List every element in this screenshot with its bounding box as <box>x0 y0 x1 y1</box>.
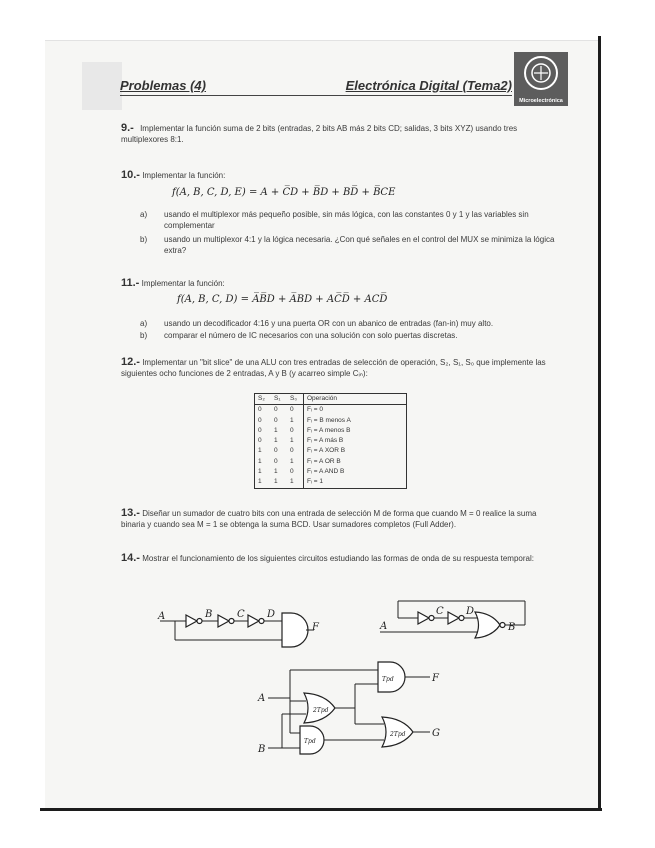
label-F: F <box>312 622 319 633</box>
problem-11-formula: f(A, B, C, D) = A̅B̅D + A̅BD + AC̅D̅ + ACD̅ <box>177 294 388 305</box>
problem-14-number: 14.- <box>121 552 140 564</box>
problem-9-text: Implementar la función suma de 2 bits (entradas, 2 bits AB más 2 bits CD; salidas, 3 bits XYZ) usando tres multiplexores 8:1. <box>121 124 518 144</box>
column-header: Operación <box>304 394 407 405</box>
table-cell: 0 <box>258 406 262 414</box>
circuit-1 <box>157 609 320 647</box>
table-cell: Fᵢ = 0 <box>304 405 407 416</box>
table-cell: Fᵢ = B menos A <box>304 416 407 426</box>
problem-10-formula: f(A, B, C, D, E) = A + C̅D + B̅D + BD̅ + B̅CE <box>172 187 396 198</box>
table-cell: 1 <box>290 416 294 424</box>
or1-delay-label: 2Tpd <box>313 707 329 714</box>
item-text: usando el multiplexor más pequeño posible, sin más lógica, con las constantes 0 y 1 y las variables sin complementar <box>164 210 529 230</box>
item-label: b) <box>140 331 148 340</box>
inverter-bubble-icon <box>459 616 464 621</box>
problem-12-number: 12.- <box>121 356 140 368</box>
header-right-title: Electrónica Digital (Tema2) <box>345 78 512 93</box>
item-text: usando un decodificador 4:16 y una puerta OR con un abanico de entradas (fan-in) muy alto. <box>164 319 494 328</box>
inverter-1-icon <box>186 615 197 627</box>
item-label: b) <box>140 235 148 244</box>
header-left-title: Problemas (4) <box>120 78 206 93</box>
table-cell: 1 <box>258 478 262 486</box>
table-cell: 0 <box>274 447 278 455</box>
table-cell: 1 <box>274 468 278 476</box>
label-B: B <box>508 622 516 633</box>
circuit-3 <box>257 662 440 755</box>
or2-delay-label: 2Tpd <box>390 731 406 738</box>
inverter-bubble-icon <box>229 619 234 624</box>
problem-10-number: 10.- <box>121 169 140 181</box>
table-cell: 0 <box>274 457 278 465</box>
table-cell: 1 <box>290 478 294 486</box>
table-cell: Fᵢ = A OR B <box>304 457 407 467</box>
problem-11-number: 11.- <box>121 277 140 289</box>
item-text: comparar el número de IC necesarios con una solución con solo puertas discretas. <box>164 331 458 340</box>
table-cell: 1 <box>290 457 294 465</box>
logo-text: Microelectrónica <box>519 98 563 104</box>
inverter-1-icon <box>418 612 429 624</box>
table-cell: 1 <box>258 468 262 476</box>
table-cell: Fᵢ = A AND B <box>304 467 407 477</box>
problem-12-text: Implementar un "bit slice" de una ALU con tres entradas de selección de operación, S₂, S₁, S₀ que implemente las siguientes ocho funciones de 2 entradas, A y B (y acarreo simple Cᵢₙ): <box>121 358 546 378</box>
and2-delay-label: Tpd <box>304 738 316 745</box>
problem-9-number: 9.- <box>121 122 134 134</box>
column-header: S₂ <box>255 394 272 405</box>
label-D: D <box>267 609 276 620</box>
table-cell: Fᵢ = 1 <box>304 477 407 488</box>
column-header: S₁ <box>271 394 287 405</box>
table-cell: Fᵢ = A menos B <box>304 426 407 436</box>
label-B: B <box>205 609 213 620</box>
table-cell: Fᵢ = A XOR B <box>304 446 407 456</box>
label-C: C <box>436 606 444 617</box>
label-D: D <box>466 606 475 617</box>
item-label: a) <box>140 210 148 219</box>
problem-13-text: Diseñar un sumador de cuatro bits con una entrada de selección M de forma que cuando M = 0 realice la suma binaria y cuando sea M = 1 se obtenga la suma BCD. Usar sumadores completos (Full Adder). <box>121 509 537 529</box>
nor-bubble-icon <box>500 623 505 628</box>
table-cell: 1 <box>274 478 278 486</box>
inverter-3-icon <box>248 615 259 627</box>
problem-11-intro: Implementar la función: <box>141 279 225 288</box>
inverter-2-icon <box>218 615 229 627</box>
table-cell: 0 <box>258 426 262 434</box>
label-C: C <box>237 609 245 620</box>
table-cell: 0 <box>290 406 294 414</box>
table-cell: 1 <box>290 437 294 445</box>
table-cell: 0 <box>258 437 262 445</box>
table-cell: 0 <box>290 447 294 455</box>
input-B-label: B <box>258 744 266 755</box>
inverter-2-icon <box>448 612 459 624</box>
table-cell: 0 <box>290 468 294 476</box>
table-cell: 0 <box>274 406 278 414</box>
item-label: a) <box>140 319 148 328</box>
inverter-bubble-icon <box>259 619 264 624</box>
nor-gate-icon <box>475 612 500 638</box>
and-gate-icon <box>282 613 308 647</box>
label-A: A <box>158 611 166 622</box>
and1-delay-label: Tpd <box>382 676 394 683</box>
problem-14-text: Mostrar el funcionamiento de los siguientes circuitos estudiando las formas de onda de su respuesta temporal: <box>142 554 534 563</box>
table-cell: 1 <box>274 437 278 445</box>
output-G-label: G <box>432 728 440 739</box>
table-cell: 1 <box>258 457 262 465</box>
table-cell: 1 <box>258 447 262 455</box>
column-header: S₀ <box>287 394 304 405</box>
output-F-label: F <box>432 673 439 684</box>
problem-13-number: 13.- <box>121 507 140 519</box>
table-cell: 0 <box>290 426 294 434</box>
table-cell: 0 <box>274 416 278 424</box>
problem-10-intro: Implementar la función: <box>142 171 226 180</box>
circuit-2 <box>379 601 525 638</box>
item-text: usando un multiplexor 4:1 y la lógica necesaria. ¿Con qué señales en el control del MUX se minimiza la lógica extra? <box>164 235 555 255</box>
inverter-bubble-icon <box>429 616 434 621</box>
input-A-label: A <box>258 693 266 704</box>
table-cell: 1 <box>274 426 278 434</box>
inverter-bubble-icon <box>197 619 202 624</box>
table-cell: 0 <box>258 416 262 424</box>
label-A: A <box>380 621 388 632</box>
table-cell: Fᵢ = A más B <box>304 436 407 446</box>
